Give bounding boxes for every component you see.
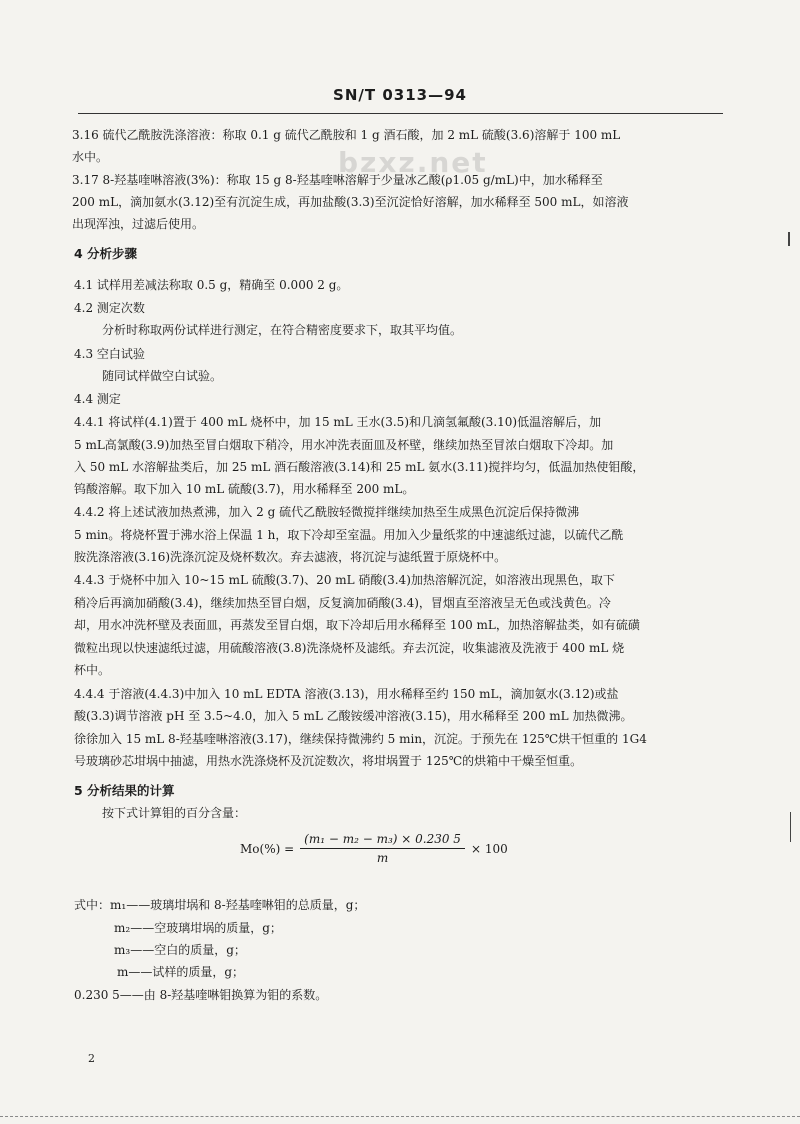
formula-denominator: m: [376, 851, 389, 865]
text-line: 5 mL高氯酸(3.9)加热至冒白烟取下稍冷，用水冲洗表面皿及杯壁，继续加热至冒浓白烟取下冷却。加: [74, 438, 614, 452]
text-line: 钨酸溶解。取下加入 10 mL 硫酸(3.7)，用水稀释至 200 mL。: [74, 482, 415, 496]
page-number: 2: [88, 1052, 95, 1065]
text-line: m₂——空玻璃坩埚的质量，g；: [114, 921, 282, 935]
text-line: m₃——空白的质量，g；: [114, 943, 246, 957]
text-line: 4.1 试样用差减法称取 0.5 g，精确至 0.000 2 g。: [74, 278, 349, 292]
scan-edge-line: [0, 1116, 800, 1117]
text-line: 徐徐加入 15 mL 8-羟基喹啉溶液(3.17)，继续保持微沸约 5 min，沉淀。于预先在 125℃烘干恒重的 1G4: [74, 732, 647, 746]
text-line: 4.4.4 于溶液(4.4.3)中加入 10 mL EDTA 溶液(3.13)，用水稀释至约 150 mL，滴加氨水(3.12)或盐: [74, 687, 619, 701]
text-line: 出现浑浊，过滤后使用。: [72, 217, 205, 231]
text-line: 却，用水冲洗杯壁及表面皿，再蒸发至冒白烟，取下冷却后用水稀释至 100 mL，加热溶解盐类，如有硫磺: [74, 618, 640, 632]
text-line: 水中。: [72, 150, 109, 164]
header-rule: [78, 113, 723, 114]
text-line: 杯中。: [74, 663, 111, 677]
text-line: 200 mL，滴加氨水(3.12)至有沉淀生成，再加盐酸(3.3)至沉淀恰好溶解，加水稀释至 500 mL，如溶液: [72, 195, 629, 209]
text-line: 4.4.2 将上述试液加热煮沸，加入 2 g 硫代乙酰胺轻微搅拌继续加热至生成黑色沉淀后保持微沸: [74, 505, 580, 519]
text-line: 按下式计算钼的百分含量：: [102, 806, 247, 820]
text-line: 酸(3.3)调节溶液 pH 至 3.5~4.0，加入 5 mL 乙酸铵缓冲溶液(3.15)，用水稀释至 200 mL 加热微沸。: [74, 709, 633, 723]
section-heading: 4 分析步骤: [74, 246, 138, 261]
text-line: 随同试样做空白试验。: [102, 369, 223, 383]
text-line: 微粒出现以快速滤纸过滤，用硫酸溶液(3.8)洗涤烧杯及滤纸。弃去沉淀，收集滤液及洗液于 400 mL 烧: [74, 641, 625, 655]
text-line: 4.3 空白试验: [74, 347, 145, 361]
text-line: 4.4 测定: [74, 392, 121, 406]
standard-number-header: SN/T 0313—94: [333, 86, 467, 104]
text-line: 入 50 mL 水溶解盐类后，加 25 mL 酒石酸溶液(3.14)和 25 mL 氨水(3.11)搅拌均匀，低温加热使钼酸，: [74, 460, 645, 474]
text-line: m——试样的质量，g；: [117, 965, 245, 979]
watermark: bzxz.net: [338, 146, 488, 179]
section-heading: 5 分析结果的计算: [74, 783, 175, 798]
formula-rhs: × 100: [470, 841, 508, 856]
text-line: 稍冷后再滴加硝酸(3.4)，继续加热至冒白烟，反复滴加硝酸(3.4)，冒烟直至溶液呈无色或浅黄色。冷: [74, 596, 611, 610]
formula-lhs: Mo(%) =: [240, 841, 295, 856]
text-line: 5 min。将烧杯置于沸水浴上保温 1 h，取下冷却至室温。用加入少量纸浆的中速滤纸过滤，以硫代乙酰: [74, 528, 624, 542]
text-line: 号玻璃砂芯坩埚中抽滤，用热水洗涤烧杯及沉淀数次，将坩埚置于 125℃的烘箱中干燥至恒重。: [74, 754, 583, 768]
formula-fraction: [300, 832, 465, 865]
text-line: 4.4.1 将试样(4.1)置于 400 mL 烧杯中，加 15 mL 王水(3.5)和几滴氢氟酸(3.10)低温溶解后，加: [74, 415, 602, 429]
formula: [240, 832, 508, 865]
text-line: 分析时称取两份试样进行测定，在符合精密度要求下，取其平均值。: [102, 323, 463, 337]
formula-numerator: (m₁ − m₂ − m₃) × 0.230 5: [300, 832, 465, 849]
text-line: 胺洗涤溶液(3.16)洗涤沉淀及烧杯数次。弃去滤液，将沉淀与滤纸置于原烧杯中。: [74, 550, 507, 564]
text-line: 4.4.3 于烧杯中加入 10~15 mL 硫酸(3.7)、20 mL 硝酸(3.4)加热溶解沉淀，如溶液出现黑色，取下: [74, 573, 615, 587]
scan-mark: [788, 232, 790, 246]
text-line: 0.230 5——由 8-羟基喹啉钼换算为钼的系数。: [74, 988, 328, 1002]
text-line: 4.2 测定次数: [74, 301, 145, 315]
text-line: 3.17 8-羟基喹啉溶液(3%)：称取 15 g 8-羟基喹啉溶解于少量冰乙酸(ρ1.05 g/mL)中，加水稀释至: [72, 173, 603, 187]
scan-mark: [790, 812, 791, 842]
text-line: 式中：m₁——玻璃坩埚和 8-羟基喹啉钼的总质量，g；: [74, 898, 366, 912]
text-line: 3.16 硫代乙酰胺洗涤溶液：称取 0.1 g 硫代乙酰胺和 1 g 酒石酸，加 2 mL 硫酸(3.6)溶解于 100 mL: [72, 128, 621, 142]
